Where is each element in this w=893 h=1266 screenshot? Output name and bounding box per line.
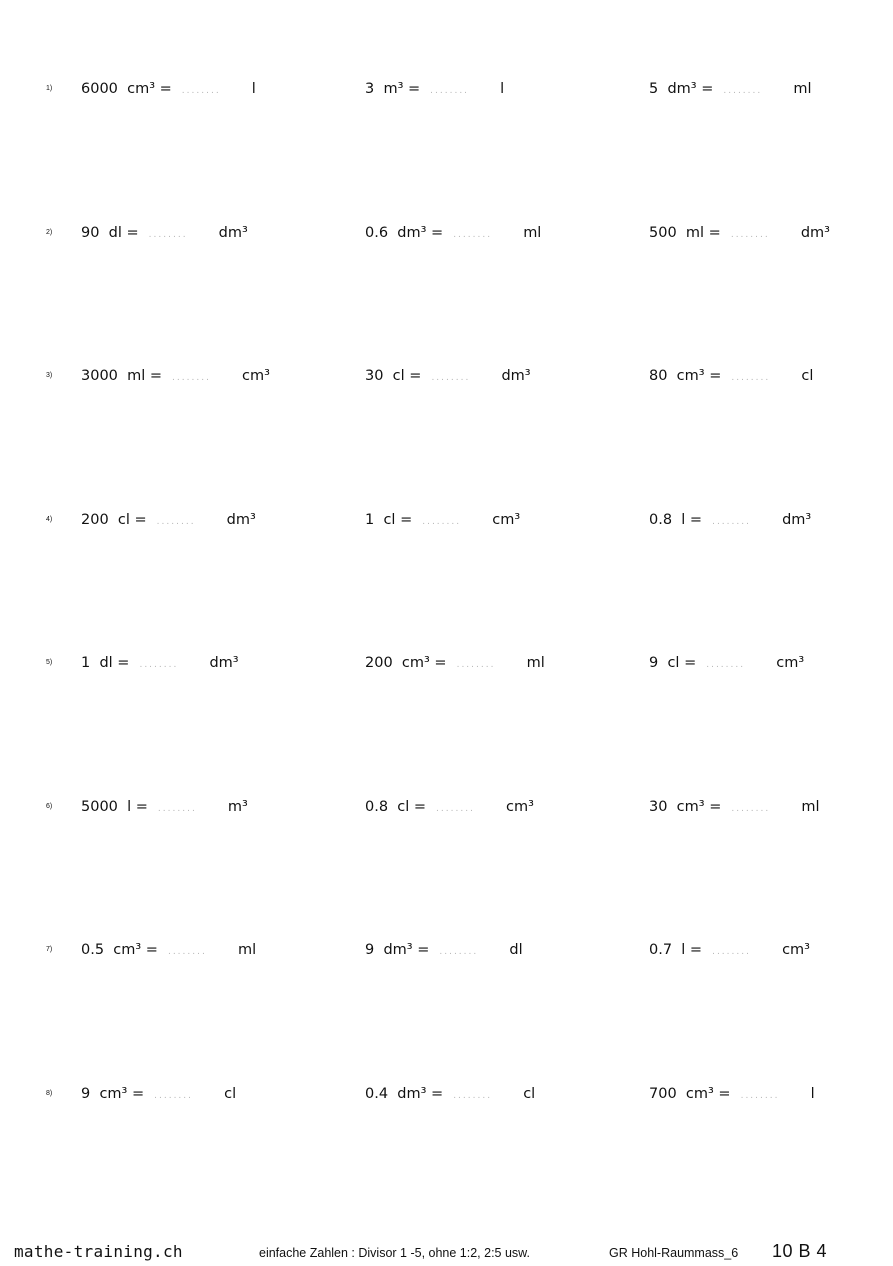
conversion-problem bbox=[649, 510, 811, 530]
given-unit: l = bbox=[127, 799, 148, 815]
answer-blank[interactable]: ........ bbox=[430, 86, 470, 96]
problem-row bbox=[0, 653, 893, 683]
target-unit: dm³ bbox=[209, 655, 239, 671]
answer-blank[interactable]: ........ bbox=[706, 660, 746, 670]
problem-number: 1) bbox=[46, 85, 53, 92]
answer-blank[interactable]: ........ bbox=[181, 86, 221, 96]
problem-row bbox=[0, 797, 893, 827]
given-value: 0.8 bbox=[365, 799, 389, 815]
target-unit: l bbox=[251, 81, 256, 97]
problem-number: 6) bbox=[46, 803, 53, 810]
given-unit: cm³ = bbox=[401, 655, 447, 671]
target-unit: ml bbox=[793, 81, 812, 97]
given-unit: l = bbox=[681, 942, 703, 958]
target-unit: dm³ bbox=[501, 368, 531, 384]
conversion-problem bbox=[365, 797, 534, 817]
given-value: 5 bbox=[649, 81, 659, 97]
target-unit: ml bbox=[237, 942, 257, 958]
problem-number: 4) bbox=[46, 516, 53, 523]
answer-blank[interactable]: ........ bbox=[453, 1091, 493, 1101]
given-value: 5000 bbox=[81, 799, 118, 815]
given-value: 90 bbox=[81, 225, 100, 241]
conversion-problem bbox=[81, 940, 256, 960]
answer-blank[interactable]: ........ bbox=[439, 947, 479, 957]
given-value: 30 bbox=[365, 368, 384, 384]
problem-row bbox=[0, 79, 893, 109]
given-value: 6000 bbox=[81, 81, 118, 97]
answer-blank[interactable]: ........ bbox=[730, 230, 770, 240]
given-value: 0.7 bbox=[649, 942, 673, 958]
conversion-problem bbox=[81, 510, 256, 530]
given-value: 3000 bbox=[81, 368, 118, 384]
target-unit: dm³ bbox=[226, 512, 256, 528]
target-unit: ml bbox=[523, 225, 542, 241]
target-unit: dm³ bbox=[218, 225, 248, 241]
answer-blank[interactable]: ........ bbox=[157, 804, 197, 814]
answer-blank[interactable]: ........ bbox=[723, 86, 763, 96]
answer-blank[interactable]: ........ bbox=[436, 804, 475, 814]
given-value: 700 bbox=[649, 1086, 677, 1102]
given-value: 0.4 bbox=[365, 1086, 389, 1102]
conversion-problem bbox=[365, 940, 523, 960]
problem-row bbox=[0, 223, 893, 253]
given-unit: dl = bbox=[108, 225, 139, 241]
given-value: 200 bbox=[81, 512, 109, 528]
given-unit: ml = bbox=[685, 225, 721, 241]
target-unit: cl bbox=[523, 1086, 536, 1102]
given-unit: cm³ = bbox=[99, 1086, 145, 1102]
given-unit: m³ = bbox=[383, 81, 421, 97]
answer-blank[interactable]: ........ bbox=[712, 517, 751, 527]
problem-number: 7) bbox=[46, 946, 53, 953]
conversion-problem bbox=[81, 223, 248, 243]
answer-blank[interactable]: ........ bbox=[422, 517, 462, 527]
conversion-problem bbox=[365, 653, 545, 673]
given-unit: cl = bbox=[397, 799, 427, 815]
worksheet-description: einfache Zahlen : Divisor 1 -5, ohne 1:2, 2:5 usw. bbox=[259, 1246, 530, 1260]
sheet-number: 10 B 4 bbox=[772, 1241, 828, 1261]
given-value: 30 bbox=[649, 799, 668, 815]
given-value: 500 bbox=[649, 225, 677, 241]
conversion-problem bbox=[365, 1084, 535, 1104]
given-unit: dm³ = bbox=[397, 1086, 444, 1102]
conversion-problem bbox=[365, 366, 531, 386]
conversion-problem bbox=[649, 79, 812, 99]
target-unit: ml bbox=[526, 655, 545, 671]
target-unit: cl bbox=[801, 368, 814, 384]
page-footer bbox=[0, 1242, 893, 1266]
problem-row bbox=[0, 1084, 893, 1114]
target-unit: m³ bbox=[227, 799, 248, 815]
given-unit: cm³ = bbox=[127, 81, 172, 97]
answer-blank[interactable]: ........ bbox=[740, 1091, 780, 1101]
worksheet-code: GR Hohl-Raummass_6 bbox=[609, 1246, 739, 1260]
target-unit: l bbox=[810, 1086, 815, 1102]
given-value: 0.8 bbox=[649, 512, 673, 528]
answer-blank[interactable]: ........ bbox=[154, 1091, 194, 1101]
problem-number: 8) bbox=[46, 1090, 53, 1097]
conversion-problem bbox=[81, 366, 270, 386]
given-value: 0.5 bbox=[81, 942, 105, 958]
target-unit: l bbox=[500, 81, 505, 97]
target-unit: dm³ bbox=[800, 225, 830, 241]
answer-blank[interactable]: ........ bbox=[148, 230, 188, 240]
answer-blank[interactable]: ........ bbox=[167, 947, 207, 957]
given-unit: dm³ = bbox=[397, 225, 444, 241]
conversion-problem bbox=[649, 1084, 815, 1104]
answer-blank[interactable]: ........ bbox=[712, 947, 751, 957]
answer-blank[interactable]: ........ bbox=[731, 804, 771, 814]
conversion-problem bbox=[365, 79, 504, 99]
site-name: mathe-training.ch bbox=[14, 1242, 183, 1261]
given-value: 1 bbox=[81, 655, 91, 671]
target-unit: cm³ bbox=[242, 368, 270, 384]
problem-row bbox=[0, 940, 893, 970]
given-unit: dl = bbox=[99, 655, 130, 671]
given-value: 0.6 bbox=[365, 225, 389, 241]
target-unit: ml bbox=[801, 799, 820, 815]
conversion-problem bbox=[81, 1084, 236, 1104]
given-unit: l = bbox=[681, 512, 703, 528]
answer-blank[interactable]: ........ bbox=[156, 517, 196, 527]
target-unit: dl bbox=[509, 942, 523, 958]
given-unit: cl = bbox=[392, 368, 422, 384]
answer-blank[interactable]: ........ bbox=[456, 660, 496, 670]
given-unit: cm³ = bbox=[685, 1086, 731, 1102]
problem-number: 2) bbox=[46, 229, 53, 236]
given-unit: cl = bbox=[117, 512, 147, 528]
target-unit: cl bbox=[224, 1086, 237, 1102]
conversion-problem bbox=[365, 223, 541, 243]
given-value: 80 bbox=[649, 368, 668, 384]
problem-number: 5) bbox=[46, 659, 53, 666]
target-unit: cm³ bbox=[492, 512, 521, 528]
conversion-problem bbox=[81, 797, 248, 817]
target-unit: cm³ bbox=[782, 942, 810, 958]
target-unit: cm³ bbox=[776, 655, 805, 671]
problem-number: 3) bbox=[46, 372, 53, 379]
conversion-problem bbox=[649, 797, 820, 817]
conversion-problem bbox=[365, 510, 520, 530]
given-unit: cm³ = bbox=[676, 368, 722, 384]
answer-blank[interactable]: ........ bbox=[731, 373, 771, 383]
given-unit: cl = bbox=[667, 655, 697, 671]
given-value: 9 bbox=[649, 655, 659, 671]
given-value: 200 bbox=[365, 655, 393, 671]
given-unit: cm³ = bbox=[676, 799, 722, 815]
conversion-problem bbox=[81, 653, 239, 673]
target-unit: dm³ bbox=[782, 512, 812, 528]
answer-blank[interactable]: ........ bbox=[431, 373, 471, 383]
given-unit: dm³ = bbox=[667, 81, 714, 97]
given-value: 9 bbox=[81, 1086, 91, 1102]
answer-blank[interactable]: ........ bbox=[172, 373, 211, 383]
problem-row bbox=[0, 366, 893, 396]
given-value: 1 bbox=[365, 512, 375, 528]
given-value: 3 bbox=[365, 81, 375, 97]
conversion-problem bbox=[649, 366, 813, 386]
answer-blank[interactable]: ........ bbox=[139, 660, 179, 670]
given-value: 9 bbox=[365, 942, 375, 958]
given-unit: cm³ = bbox=[113, 942, 158, 958]
target-unit: cm³ bbox=[506, 799, 534, 815]
given-unit: cl = bbox=[383, 512, 413, 528]
conversion-problem bbox=[649, 223, 830, 243]
given-unit: dm³ = bbox=[383, 942, 430, 958]
conversion-problem bbox=[649, 653, 804, 673]
given-unit: ml = bbox=[127, 368, 163, 384]
conversion-problem bbox=[81, 79, 256, 99]
answer-blank[interactable]: ........ bbox=[453, 230, 493, 240]
conversion-problem bbox=[649, 940, 810, 960]
problem-row bbox=[0, 510, 893, 540]
